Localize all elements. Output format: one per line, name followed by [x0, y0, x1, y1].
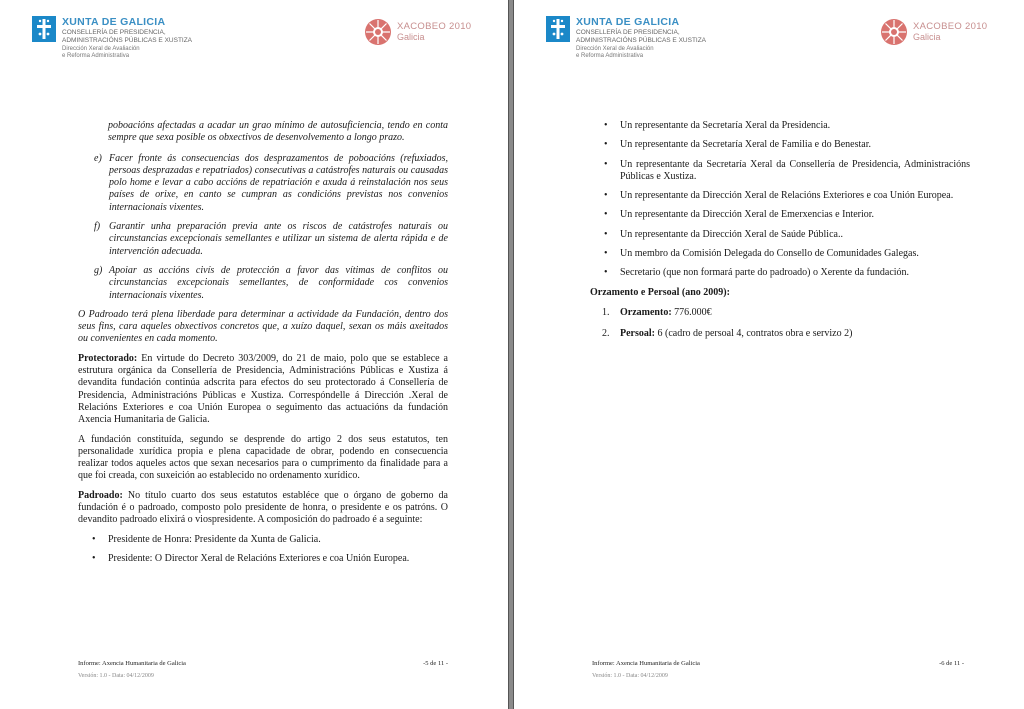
list-item: • Un representante da Secretaría Xeral de Familia e do Benestar. — [590, 139, 970, 151]
continued-paragraph: poboacións afectadas a acadar un grao mínimo de autosuficiencia, tendo en conta sempre que sexa posible os obxectivos de desenvolvemento a longo prazo. — [108, 120, 448, 144]
padroado-members-list — [590, 120, 970, 280]
page-divider — [508, 0, 509, 709]
list-item: • Presidente: O Director Xeral de Relacións Exteriores e coa Unión Europea. — [78, 553, 448, 565]
list-item-g: g) Apoiar as accións civís de protección a favor das vítimas de conflitos ou circunstancias excepcionais semellantes, de conformidade cos convenios internacionais vixentes. — [94, 264, 448, 301]
xunta-subtitle: CONSELLERÍA DE PRESIDENCIA, ADMINISTRACIÓNS PÚBLICAS E XUSTIZA — [62, 29, 193, 44]
xunta-subtitle: CONSELLERÍA DE PRESIDENCIA, ADMINISTRACIÓNS PÚBLICAS E XUSTIZA — [576, 29, 707, 44]
xacobeo-logo — [364, 18, 476, 48]
list-item: • Un representante da Dirección Xeral de Emerxencias e Interior. — [590, 209, 970, 221]
list-item: • Un representante da Secretaría Xeral da Presidencia. — [590, 120, 970, 132]
page-number: -5 de 11 - — [423, 660, 448, 667]
page-6-body — [590, 120, 970, 350]
list-item: 1. Orzamento: 776.000€ — [602, 306, 712, 318]
padroado-composition-list — [78, 534, 448, 566]
page-footer — [78, 660, 448, 667]
footer-version: Versión: 1.0 - Data: 04/12/2009 — [592, 673, 668, 679]
footer-version: Versión: 1.0 - Data: 04/12/2009 — [78, 673, 154, 679]
xunta-title: XUNTA DE GALICIA — [62, 16, 166, 28]
xacobeo-logo — [880, 18, 992, 48]
xunta-emblem-icon — [546, 16, 570, 42]
document-page-6 — [514, 0, 1024, 709]
footer-title: Informe: Axencia Humanitaria de Galicia — [78, 660, 186, 667]
budget-list — [590, 307, 970, 341]
xacobeo-emblem-icon — [880, 18, 908, 46]
xunta-logo — [32, 16, 232, 66]
xacobeo-subtitle: Galicia — [397, 32, 425, 42]
padroado-paragraph: Padroado: No título cuarto dos seus estatutos establéce que o órgano de goberno da fundación é o padroado, composto polo presidente de honra, o presidente e os patróns. O devandito padroado elixirá o viospresidente. A composición do padroado é a seguinte: — [78, 489, 448, 526]
xacobeo-subtitle: Galicia — [913, 32, 941, 42]
list-item: • Un membro da Comisión Delegada do Consello de Comunidades Galegas. — [590, 248, 970, 260]
xacobeo-emblem-icon — [364, 18, 392, 46]
list-item: • Presidente de Honra: Presidente da Xunta de Galicia. — [78, 534, 448, 546]
section-heading: Orzamento e Persoal (ano 2009): — [590, 286, 730, 298]
xunta-emblem-icon — [32, 16, 56, 42]
padroado-freedom-paragraph: O Padroado terá plena liberdade para determinar a actividade da Fundación, dentro dos seus fins, cara aqueles obxectivos concretos que, a xuízo daquel, sexan os máis axeitados ou convenientes en cada momento. — [78, 308, 448, 345]
list-item: • Un representante da Dirección Xeral de Saúde Pública.. — [590, 229, 970, 241]
list-item-e: e) Facer fronte ás consecuencias dos desprazamentos de poboacións (refuxiados, persoas desprazadas e repatriados) consecutivas a catástrofes naturais ou causadas polo home e levar a cabo accións de repatriación e axuda á reinstalación nos seus países de orixe, en canto se cumpran as condicións previstas nos convenios internacionais vixentes. — [94, 152, 448, 213]
list-item: • Secretario (que non formará parte do padroado) o Xerente da fundación. — [590, 267, 970, 279]
footer-title: Informe: Axencia Humanitaria de Galicia — [592, 660, 700, 667]
list-item-f: f) Garantir unha preparación previa ante os riscos de catástrofes naturais ou circunstancias excepcionais semellantes e utilizar un sistema de alerta rápida e de intervención adecuada. — [94, 221, 448, 257]
protectorado-paragraph: Protectorado: En virtude do Decreto 303/2009, do 21 de maio, polo que se establece a estrutura orgánica da Consellería de Presidencia, Administracións Públicas e Xustiza á devandita fundación continúa adscrita para efectos do seu protectorado á Consellería de Presidencia, Administracións Públicas e Xustiza. Correspóndelle á Dirección .Xeral de Relacións Exteriores e coa Unión Europea o seguimento das actuacións da fundación Axencia Humanitaria de Galicia. — [78, 352, 448, 426]
page-footer — [592, 660, 964, 667]
list-item: 2. Persoal: 6 (cadro de persoal 4, contratos obra e servizo 2) — [602, 328, 853, 340]
xunta-logo — [546, 16, 746, 66]
xacobeo-title: XACOBEO 2010 — [913, 21, 988, 32]
xunta-title: XUNTA DE GALICIA — [576, 16, 680, 28]
document-page-5 — [0, 0, 508, 709]
xunta-department: Dirección Xeral de Avaliación e Reforma Administrativa — [62, 46, 140, 59]
fundacion-paragraph: A fundación constituída, segundo se desprende do artigo 2 dos seus estatutos, ten personalidade xurídica propia e plena capacidade de obrar, podendo en consecuencia realizar todos aqueles actos que sexan necesarios para o cumprimento da finalidade para a que foi creada, con suxeición ao establecido no ordenamento xurídico. — [78, 433, 448, 482]
xunta-department: Dirección Xeral de Avaliación e Reforma Administrativa — [576, 46, 654, 59]
page-number: -6 de 11 - — [939, 660, 964, 667]
page-5-body — [78, 120, 448, 572]
xacobeo-title: XACOBEO 2010 — [397, 21, 472, 32]
list-item: • Un representante da Dirección Xeral de Relacións Exteriores e coa Unión Europea. — [590, 190, 970, 202]
list-item: • Un representante da Secretaría Xeral da Consellería de Presidencia, Administracións Públicas e Xustiza. — [590, 159, 970, 184]
